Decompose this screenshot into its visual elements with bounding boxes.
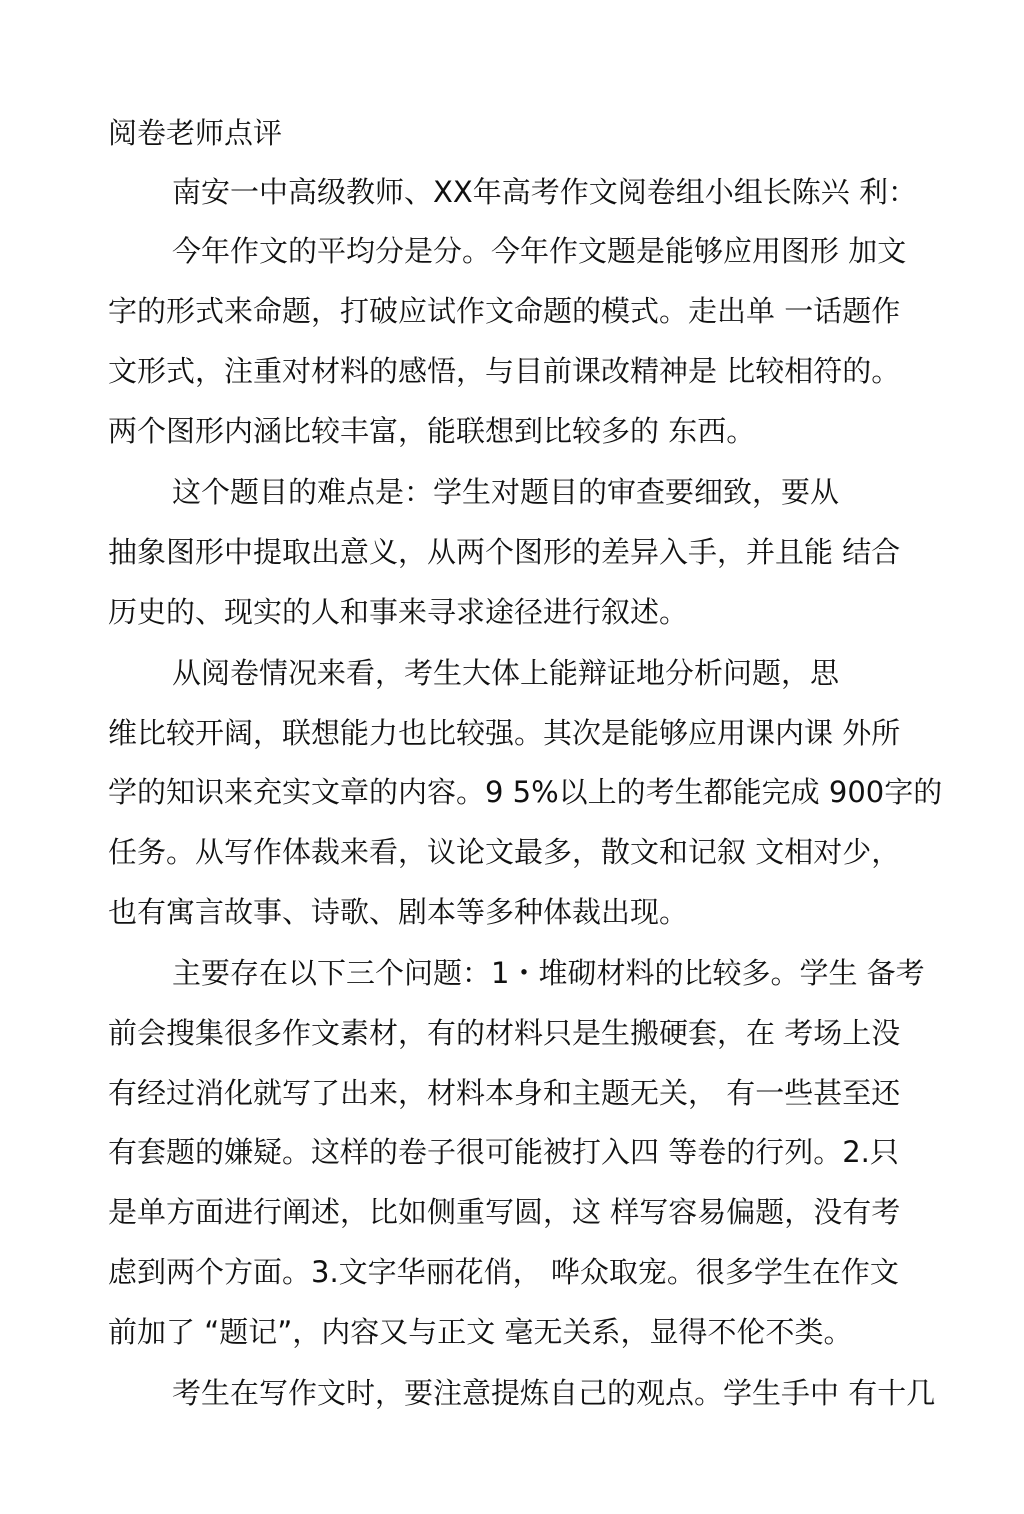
text-line: 这个题目的难点是：学生对题目的审查要细致，要从: [172, 475, 840, 509]
document-title: 阅卷老师点评: [108, 116, 283, 150]
text-line: 学的知识来充实文章的内容。9 5%以上的考生都能完成 900字的: [108, 775, 943, 809]
text-line: 南安一中高级教师、XX年高考作文阅卷组小组长陈兴 利：: [172, 175, 917, 209]
text-line: 从阅卷情况来看，考生大体上能辩证地分析问题，思: [172, 656, 840, 690]
text-line: 历史的、现实的人和事来寻求途径进行叙述。: [108, 595, 689, 629]
text-line: 字的形式来命题，打破应试作文命题的模式。走出单 一话题作: [108, 294, 901, 328]
text-line: 今年作文的平均分是分。今年作文题是能够应用图形 加文: [172, 234, 907, 268]
text-line: 有经过消化就写了出来，材料本身和主题无关， 有一些甚至还: [108, 1076, 901, 1110]
text-line: 文形式，注重对材料的感悟，与目前课改精神是 比较相符的。: [108, 354, 901, 388]
text-line: 是单方面进行阐述，比如侧重写圆，这 样写容易偏题，没有考: [108, 1195, 901, 1229]
text-line: 前加了 “题记”，内容又与正文 毫无关系，显得不伦不类。: [108, 1315, 853, 1349]
text-line: 维比较开阔，联想能力也比较强。其次是能够应用课内课 外所: [108, 716, 901, 750]
text-line: 前会搜集很多作文素材，有的材料只是生搬硬套，在 考场上没: [108, 1016, 901, 1050]
text-line: 有套题的嫌疑。这样的卷子很可能被打入四 等卷的行列。2.只: [108, 1135, 899, 1169]
text-line: 虑到两个方面。3.文字华丽花俏， 哗众取宠。很多学生在作文: [108, 1255, 899, 1289]
text-line: 主要存在以下三个问题：1・堆砌材料的比较多。学生 备考: [172, 956, 925, 990]
text-line: 两个图形内涵比较丰富，能联想到比较多的 东西。: [108, 414, 756, 448]
text-line: 考生在写作文时，要注意提炼自己的观点。学生手中 有十几: [172, 1376, 936, 1410]
text-line: 任务。从写作体裁来看，议论文最多，散文和记叙 文相对少，: [108, 835, 901, 869]
text-line: 抽象图形中提取出意义，从两个图形的差异入手，并且能 结合: [108, 535, 901, 569]
text-line: 也有寓言故事、诗歌、剧本等多种体裁出现。: [108, 895, 689, 929]
